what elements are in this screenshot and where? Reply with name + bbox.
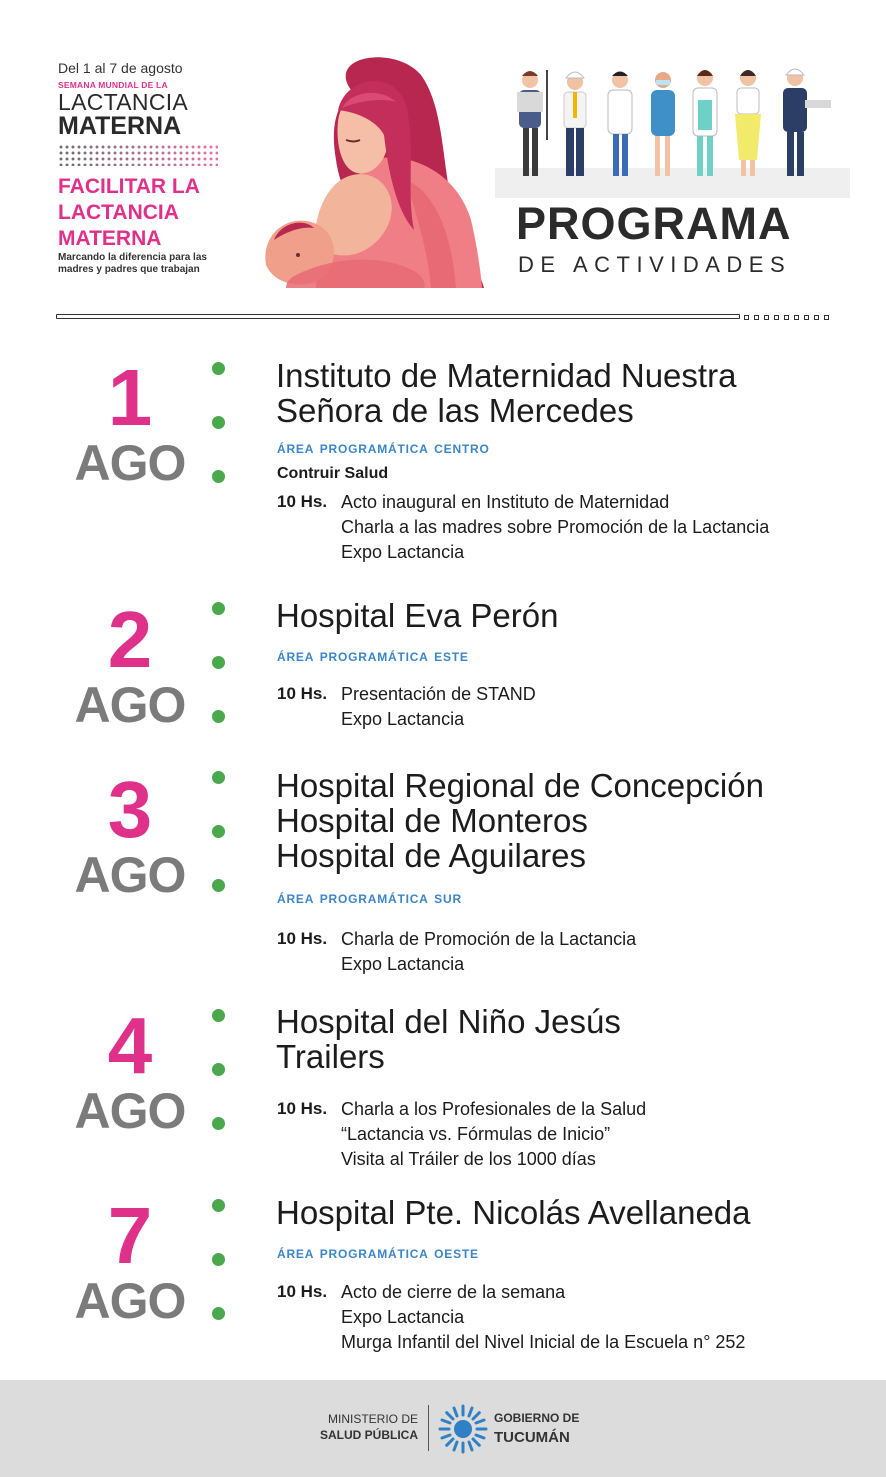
day-month: AGO <box>74 1083 186 1139</box>
day-number: 7 <box>107 1191 153 1280</box>
day-number: 2 <box>107 595 153 684</box>
organization: Contruir Salud <box>277 465 389 482</box>
program-area: área programática oeste <box>277 1243 479 1262</box>
divider-square <box>784 315 789 320</box>
divider-square <box>774 315 779 320</box>
timeline-dot <box>212 1117 225 1130</box>
activity-item: Charla de Promoción de la Lactancia <box>341 929 637 949</box>
venue-name: Hospital del Niño Jesús <box>276 1003 621 1040</box>
venue-name: Hospital de Monteros <box>276 802 588 839</box>
activity-item: Expo Lactancia <box>341 709 465 729</box>
activity-time: 10 Hs. <box>277 1099 328 1118</box>
workers-illustration <box>495 60 850 200</box>
day-number: 1 <box>107 353 153 442</box>
venue-name: Hospital de Aguilares <box>276 837 587 874</box>
activity-item: Presentación de STAND <box>341 684 536 704</box>
timeline-dot <box>212 1009 225 1022</box>
government-line2: TUCUMÁN <box>494 1429 570 1446</box>
activity-item: Expo Lactancia <box>341 954 465 974</box>
divider-square <box>764 315 769 320</box>
activity-item: Charla a los Profesionales de la Salud <box>341 1099 647 1119</box>
day-month: AGO <box>74 1273 186 1329</box>
activity-time: 10 Hs. <box>277 1282 328 1301</box>
day-number: 4 <box>107 1001 153 1090</box>
day-month: AGO <box>74 847 186 903</box>
activity-item: Acto de cierre de la semana <box>341 1282 566 1302</box>
venue-name: Hospital Regional de Concepción <box>276 767 764 804</box>
divider-square <box>814 315 819 320</box>
timeline-dot <box>212 1199 225 1212</box>
event-title-line2: MATERNA <box>58 112 182 140</box>
activity-time: 10 Hs. <box>277 684 328 703</box>
ministry-line2: SALUD PÚBLICA <box>320 1428 418 1442</box>
timeline-dot <box>212 825 225 838</box>
event-dates: Del 1 al 7 de agosto <box>58 60 183 76</box>
timeline-dot <box>212 416 225 429</box>
day-month: AGO <box>74 677 186 733</box>
ministry-line1: MINISTERIO DE <box>327 1412 418 1426</box>
activity-item: Visita al Tráiler de los 1000 días <box>341 1149 596 1169</box>
program-title: PROGRAMA <box>516 198 792 249</box>
event-week-label: SEMANA MUNDIAL DE LA <box>58 80 168 90</box>
timeline-dot <box>212 1063 225 1076</box>
day-month: AGO <box>74 435 186 491</box>
activity-item: “Lactancia vs. Fórmulas de Inicio” <box>341 1124 611 1144</box>
activity-time: 10 Hs. <box>277 929 328 948</box>
timeline-dot <box>212 656 225 669</box>
activity-item: Murga Infantil del Nivel Inicial de la Escuela n° 252 <box>341 1332 746 1352</box>
government-line1: GOBIERNO DE <box>494 1411 580 1425</box>
activity-item: Acto inaugural en Instituto de Maternidad <box>341 492 670 512</box>
activity-item: Charla a las madres sobre Promoción de la Lactancia <box>341 517 770 537</box>
timeline-dot <box>212 879 225 892</box>
divider-square <box>794 315 799 320</box>
timeline-dot <box>212 602 225 615</box>
venue-name: Hospital Eva Perón <box>276 597 559 634</box>
timeline-dot <box>212 710 225 723</box>
timeline-dot <box>212 470 225 483</box>
activity-item: Expo Lactancia <box>341 542 465 562</box>
day-number: 3 <box>107 765 153 854</box>
venue-name: Instituto de Maternidad Nuestra <box>276 357 737 394</box>
activity-item: Expo Lactancia <box>341 1307 465 1327</box>
venue-name: Señora de las Mercedes <box>276 392 634 429</box>
tucuman-sun-logo-icon <box>437 1403 489 1455</box>
timeline-dot <box>212 362 225 375</box>
event-slogan: FACILITAR LA LACTANCIA MATERNA <box>58 175 200 250</box>
event-title-line1: LACTANCIA <box>58 89 189 115</box>
program-area: área programática este <box>277 646 469 665</box>
program-subtitle: DE ACTIVIDADES <box>518 252 792 277</box>
header-divider <box>56 314 740 319</box>
program-area: área programática sur <box>277 888 462 907</box>
timeline-dot <box>212 771 225 784</box>
divider-square <box>804 315 809 320</box>
venue-name: Trailers <box>276 1038 385 1075</box>
footer-divider <box>428 1405 429 1451</box>
timeline-dot <box>212 1253 225 1266</box>
divider-square <box>824 315 829 320</box>
program-area: área programática centro <box>277 438 490 457</box>
mother-nursing-illustration <box>256 50 486 290</box>
activity-time: 10 Hs. <box>277 492 328 511</box>
decorative-dot-grid <box>58 144 218 166</box>
divider-square <box>754 315 759 320</box>
timeline-dot <box>212 1307 225 1320</box>
venue-name: Hospital Pte. Nicolás Avellaneda <box>276 1194 751 1231</box>
divider-square <box>744 315 749 320</box>
event-tagline: Marcando la diferencia para las madres y padres que trabajan <box>58 252 207 275</box>
